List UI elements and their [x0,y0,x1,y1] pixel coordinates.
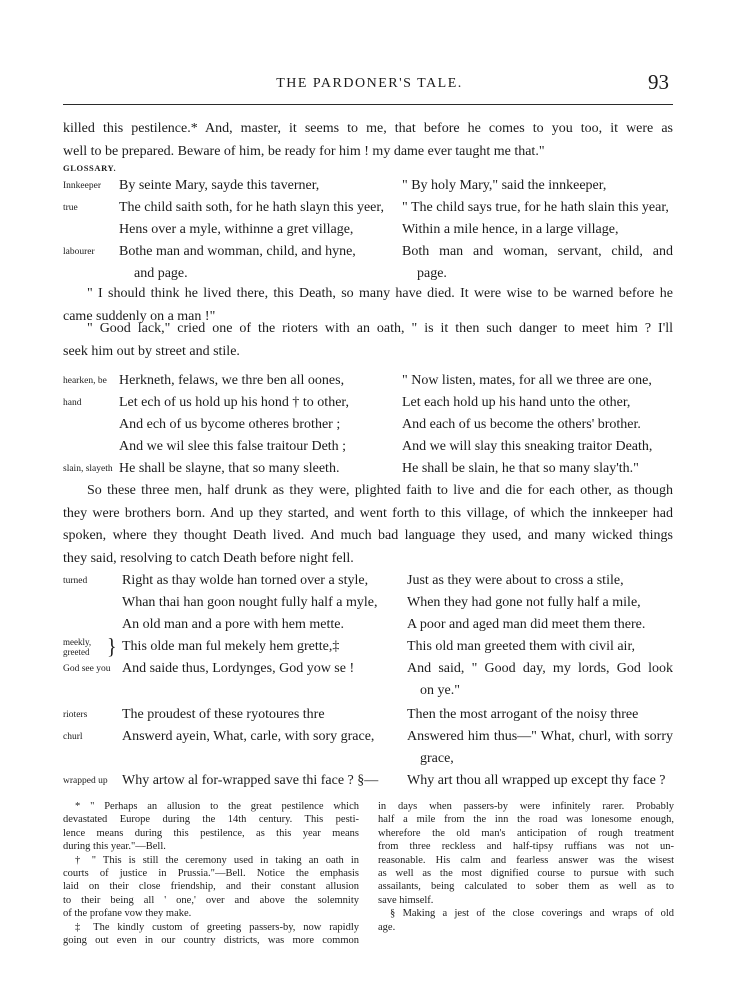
modern-english-line: And we will slay this sneaking traitor Death, [402,439,653,454]
middle-english-line: By seinte Mary, sayde this taverner, [119,178,320,193]
text-line: " Good lack," cried one of the rioters with an oath, " is it then such danger to meet him ? I'll [87,321,673,336]
gloss-note: wrapped up [63,776,108,786]
gloss-note: greeted [63,647,90,657]
modern-english-line: A poor and aged man did meet them there. [407,617,646,632]
verse-row [0,748,739,770]
middle-english-line: Right as thay wolde han torned over a style, [122,573,369,588]
brace-glyph: } [107,634,117,660]
running-title: THE PARDONER'S TALE. [276,76,463,91]
middle-english-line: And we wil slee this false traitour Deth ; [119,439,347,454]
footnote-line: to their being all ' one,' over and above the solemnity [63,894,359,906]
middle-english-line: Bothe man and womman, child, and hyne, [119,244,356,259]
middle-english-line: Herkneth, felaws, we thre ben all oones, [119,373,345,388]
footnotes-left-column [63,800,359,947]
footnote-line: in days when passers-by were infinitely rarer. Probably [378,801,674,812]
verse-row [0,436,739,458]
footnote-line: from three reckless and half-tipsy ruffians was not un- [378,841,674,853]
footnote-line: lence means during this pestilence, as this year means [63,827,359,839]
middle-english-line: An old man and a pore with hem mette. [122,617,344,632]
verse-row [0,592,739,614]
modern-english-line: page. [417,266,447,281]
footnote-line: during this year."—Bell. [63,841,166,853]
verse-row [0,263,739,285]
text-line: So these three men, half drunk as they were, plighted faith to live and die for each other, as though [87,483,673,498]
modern-english-line: grace, [420,751,454,766]
footnote-line: half a mile from the inn the road was lonesome enough, [378,814,674,826]
verse-row [0,726,739,748]
middle-english-line: The proudest of these ryotoures thre [122,707,325,722]
footnote-line: reasonable. His calm and fearless answer was the wisest [378,854,674,866]
gloss-note: hearken, be [63,376,107,386]
verse-row [0,175,739,197]
verse-row [0,219,739,241]
modern-english-line: on ye." [420,683,460,698]
footnote-line: of the profane vow they make. [63,908,192,920]
verse-row [0,458,739,480]
modern-english-line: " Now listen, mates, for all we three are one, [402,373,652,388]
modern-english-line: Let each hold up his hand unto the other, [402,395,631,410]
footnote-line: as well as the most dignified course to pursue with such [378,868,674,880]
text-line: killed this pestilence.* And, master, it seems to me, that before he comes to you too, it were as [63,121,673,136]
footnote-line: assailants, being calculated to sober them as well as to [378,881,674,893]
verse-row [0,614,739,636]
text-line: they were brothers born. And up they started, and went forth to this village, of which the innkeeper had [63,505,673,521]
footnote-line: courts of justice in Prussia."—Bell. Notice the emphasis [63,868,359,880]
verse-row [0,570,739,592]
middle-english-line: And ech of us bycome otheres brother ; [119,417,341,432]
modern-english-line: Both man and woman, servant, child, and [402,244,673,259]
verse-row [0,392,739,414]
modern-english-line: Within a mile hence, in a large village, [402,222,619,237]
gloss-note: Innkeeper [63,181,101,191]
gloss-note: turned [63,576,88,586]
gloss-note: God see you [63,664,111,674]
gloss-note: rioters [63,710,88,720]
footnote-line: age. [378,921,396,933]
footnote-line: laid on their close friendship, and their constant allusion [63,881,359,893]
middle-english-line: And saide thus, Lordynges, God yow se ! [122,661,355,676]
modern-english-line: And said, " Good day, my lords, God look [407,661,673,676]
modern-english-line: He shall be slain, he that so many slay'th." [402,461,639,476]
footnote-line: going out even in our country districts, was more common [63,935,359,947]
middle-english-line: Whan thai han goon nought fully half a myle, [122,595,378,610]
paragraph [63,480,673,570]
modern-english-line: " By holy Mary," said the innkeeper, [402,178,607,193]
text-line: they said, resolving to catch Death before night fell. [63,550,354,566]
verse-row [0,770,739,792]
middle-english-line: The child saith soth, for he hath slayn this yeer, [119,200,384,215]
footnote-line: devastated Europe during the 14th century. This pesti- [63,814,359,826]
middle-english-line: Hens over a myle, withinne a gret village, [119,222,354,237]
gloss-note: true [63,203,78,213]
verse-row [0,197,739,219]
text-line: came suddenly on a man !" [63,308,216,324]
footnote-line: * " Perhaps an allusion to the great pestilence which [75,801,359,812]
gloss-note: meekly, [63,637,92,647]
modern-english-line: " The child says true, for he hath slain this year, [402,200,669,215]
footnote-line: † " This is still the ceremony used in taking an oath in [75,854,359,866]
verse-row [0,658,739,680]
modern-english-line: Why art thou all wrapped up except thy face ? [407,773,666,788]
intro-paragraph [63,118,673,163]
footnote-line: wherefore the old man's anticipation of rough treatment [378,827,674,839]
verse-row [0,414,739,436]
middle-english-line: Why artow al for-wrapped save thi face ? §— [122,773,379,788]
modern-english-line: Answered him thus—" What, churl, with sorry [407,729,673,744]
gloss-note: labourer [63,247,95,257]
text-line: " I should think he lived there, this Death, so many have died. It were wise to be warned before he [87,286,673,301]
middle-english-line: and page. [134,266,188,281]
page-number: 93 [648,70,669,94]
paragraph [63,318,673,363]
middle-english-line: Let ech of us hold up his hond † to other, [119,395,350,410]
text-line: well to be prepared. Beware of him, be ready for him ! my dame ever taught me that." [63,143,545,159]
modern-english-line: And each of us become the others' brother. [402,417,641,432]
footnotes-right-column [378,800,674,934]
gloss-note: hand [63,398,82,408]
middle-english-line: He shall be slayne, that so many sleeth. [119,461,340,476]
modern-english-line: When they had gone not fully half a mile, [407,595,641,610]
footnote-line: ‡ The kindly custom of greeting passers-by, now rapidly [75,921,359,933]
middle-english-line: This olde man ful mekely hem grette,‡ [122,639,340,654]
header-rule [63,104,673,105]
footnote-line: § Making a jest of the close coverings and wraps of old [390,908,674,920]
verse-row [0,241,739,263]
gloss-note: slain, slayeth [63,464,113,474]
verse-row [0,704,739,726]
text-line: seek him out by street and stile. [63,343,240,359]
verse-row [0,370,739,392]
modern-english-line: Then the most arrogant of the noisy three [407,707,639,722]
middle-english-line: Answerd ayein, What, carle, with sory grace, [122,729,375,744]
verse-row [0,680,739,702]
modern-english-line: Just as they were about to cross a stile, [407,573,624,588]
text-line: spoken, where they thought Death lived. And much bad language they used, and many wicked things [63,528,673,543]
modern-english-line: This old man greeted them with civil air, [407,639,636,654]
gloss-note: churl [63,732,83,742]
verse-row [0,636,739,658]
glossary-label: GLOSSARY. [63,163,117,173]
footnote-line: save himself. [378,894,434,906]
